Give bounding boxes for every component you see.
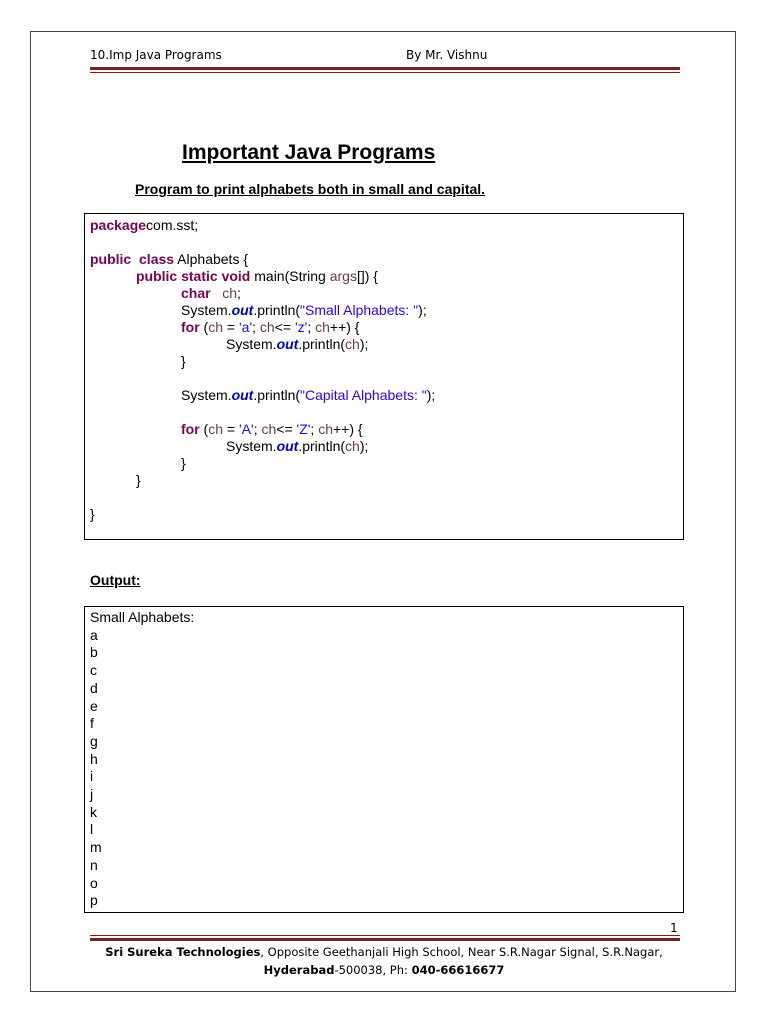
code-variable: ch bbox=[208, 319, 224, 335]
header-rule-thick bbox=[90, 67, 680, 70]
code-text: <= bbox=[274, 319, 295, 335]
code-variable: ch bbox=[222, 285, 238, 301]
code-field: out bbox=[276, 438, 299, 454]
code-line-print-small bbox=[181, 302, 427, 319]
code-line-class bbox=[90, 251, 248, 268]
code-text: System. bbox=[181, 302, 232, 318]
code-line-close-class: } bbox=[90, 506, 95, 522]
page-number: 1 bbox=[670, 921, 678, 935]
output-line: f bbox=[90, 715, 94, 732]
code-text: System. bbox=[181, 387, 232, 403]
footer-rule-thin bbox=[90, 935, 680, 936]
code-text: ; bbox=[237, 285, 241, 301]
code-keyword: for bbox=[181, 421, 200, 437]
output-heading: Output: bbox=[90, 572, 141, 588]
code-text: ; bbox=[310, 421, 319, 437]
code-text: System. bbox=[226, 438, 277, 454]
code-box bbox=[84, 213, 684, 540]
code-text: ( bbox=[199, 421, 209, 437]
code-text: ); bbox=[359, 438, 369, 454]
footer-city: Hyderabad bbox=[263, 963, 335, 977]
output-line: d bbox=[90, 679, 98, 696]
code-line-println-capital bbox=[226, 438, 368, 455]
code-line-print-capital bbox=[181, 387, 435, 404]
code-string: 'z' bbox=[294, 319, 308, 335]
code-line-package bbox=[90, 217, 198, 234]
code-text: ; bbox=[253, 421, 262, 437]
output-line: e bbox=[90, 697, 98, 714]
header-rule-thin bbox=[90, 72, 680, 73]
code-text: ); bbox=[418, 302, 427, 318]
code-line-println-small bbox=[226, 336, 368, 353]
code-string: "Capital Alphabets: " bbox=[300, 387, 427, 403]
code-text: .println( bbox=[253, 302, 301, 318]
code-variable: ch bbox=[318, 421, 333, 437]
code-line-main bbox=[136, 268, 378, 285]
code-text: main(String bbox=[250, 268, 330, 284]
code-text: ++) { bbox=[333, 421, 363, 437]
code-keyword: public static void bbox=[136, 268, 251, 284]
footer-line-1 bbox=[0, 945, 768, 959]
code-variable: args bbox=[329, 268, 357, 284]
code-variable: ch bbox=[259, 319, 275, 335]
code-line-for-capital bbox=[181, 421, 363, 438]
code-text: = bbox=[223, 421, 239, 437]
code-line-close-main: } bbox=[136, 472, 141, 488]
header-right: By Mr. Vishnu bbox=[406, 48, 488, 62]
page-title: Important Java Programs bbox=[182, 141, 436, 164]
output-line: i bbox=[90, 768, 94, 785]
code-text: <= bbox=[276, 421, 297, 437]
code-variable: ch bbox=[261, 421, 277, 437]
header-left: 10.Imp Java Programs bbox=[90, 48, 222, 62]
footer-address-1: , Opposite Geethanjali High School, Near S.R.Nagar Signal, S.R.Nagar, bbox=[260, 945, 663, 959]
code-keyword: for bbox=[181, 319, 200, 335]
output-line: p bbox=[90, 892, 98, 909]
code-text: ; bbox=[252, 319, 260, 335]
code-text: .println( bbox=[253, 387, 301, 403]
code-text: System. bbox=[226, 336, 277, 352]
code-field: out bbox=[276, 336, 299, 352]
code-keyword: class bbox=[139, 251, 175, 267]
code-text: []) { bbox=[356, 268, 378, 284]
output-line: k bbox=[90, 803, 97, 820]
code-line-close-for: } bbox=[181, 353, 186, 369]
output-line: j bbox=[90, 786, 94, 802]
output-line: n bbox=[90, 856, 98, 873]
footer-phone: 040-66616677 bbox=[411, 963, 505, 977]
code-field: out bbox=[231, 387, 254, 403]
code-text: = bbox=[223, 319, 239, 335]
code-text: ++) { bbox=[329, 319, 360, 335]
code-line-close-for-2: } bbox=[181, 455, 186, 471]
code-keyword: package bbox=[90, 217, 147, 233]
output-line: Small Alphabets: bbox=[90, 609, 195, 625]
code-string: 'a' bbox=[239, 319, 253, 335]
code-text: ; bbox=[307, 319, 316, 335]
code-line-declare bbox=[181, 285, 241, 302]
code-string: 'A' bbox=[239, 421, 254, 437]
output-line: h bbox=[90, 750, 98, 767]
code-variable: ch bbox=[208, 421, 224, 437]
code-keyword: char bbox=[181, 285, 211, 301]
footer-company: Sri Sureka Technologies bbox=[105, 945, 261, 959]
code-keyword: public bbox=[90, 251, 132, 267]
program-subtitle: Program to print alphabets both in small and capital. bbox=[135, 181, 486, 197]
code-text: com.sst; bbox=[146, 217, 199, 233]
footer-line-2 bbox=[0, 963, 768, 977]
code-string: 'Z' bbox=[296, 421, 311, 437]
code-text: .println( bbox=[298, 438, 346, 454]
code-text: ); bbox=[359, 336, 369, 352]
code-text: ( bbox=[199, 319, 209, 335]
output-line: g bbox=[90, 732, 98, 749]
output-box bbox=[84, 606, 684, 913]
code-variable: ch bbox=[345, 336, 360, 352]
output-line: o bbox=[90, 874, 98, 891]
output-line: a bbox=[90, 626, 98, 643]
code-line-for-small bbox=[181, 319, 360, 336]
code-text: .println( bbox=[298, 336, 346, 352]
output-line: c bbox=[90, 662, 97, 679]
code-text: ); bbox=[426, 387, 436, 403]
output-line: b bbox=[90, 644, 98, 661]
code-variable: ch bbox=[345, 438, 360, 454]
code-text: Alphabets { bbox=[174, 251, 249, 267]
output-line: m bbox=[90, 839, 102, 856]
footer-rule-thick bbox=[90, 938, 680, 941]
output-line: l bbox=[90, 821, 94, 838]
footer-address-2: -500038, Ph: bbox=[334, 963, 412, 977]
code-field: out bbox=[231, 302, 254, 318]
code-string: "Small Alphabets: " bbox=[300, 302, 419, 318]
code-variable: ch bbox=[315, 319, 330, 335]
